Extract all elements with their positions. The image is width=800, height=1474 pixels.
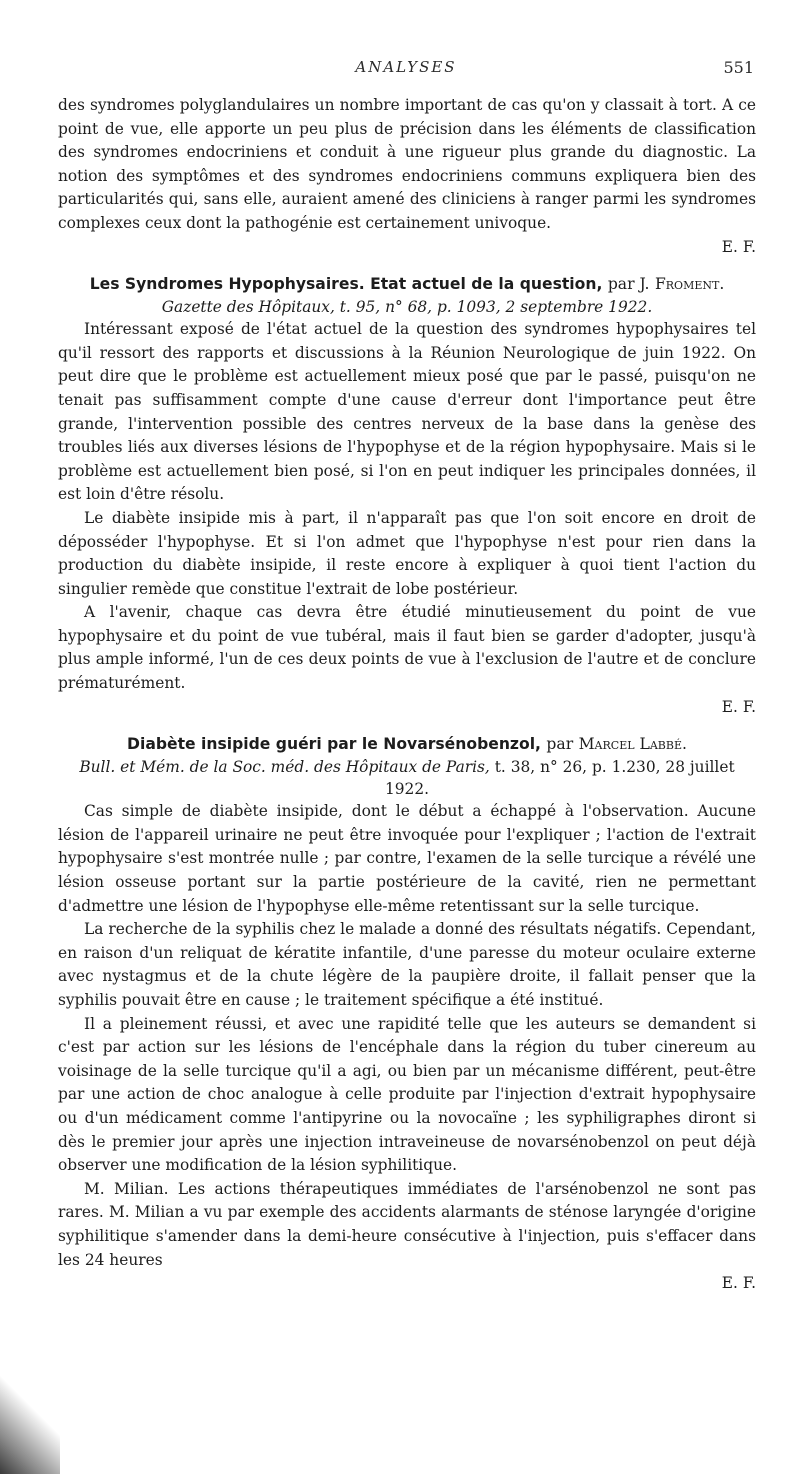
review-signature: E. F. xyxy=(721,1274,756,1293)
review-heading xyxy=(58,273,756,296)
page-edge-shadow xyxy=(0,1314,60,1474)
section-title: ANALYSES xyxy=(355,58,457,76)
review-source: Gazette des Hôpitaux, t. 95, n° 68, p. 1093, 2 septembre 1922. xyxy=(161,298,653,317)
carry-over-paragraph: des syndromes polyglandulaires un nombre important de cas qu'on y classait à tort. A ce point de vue, elle apporte un peu plus de précision dans les éléments de classification des syndromes endocriniens et conduit à une rigueur plus grande du diagnostic. La notion des symptômes et des syndromes endocriniens communs expliquera bien des particularités qui, sans elle, auraient amené des cliniciens à ranger parmi les syndromes complexes ceux dont la pathogénie est certainement univoque. xyxy=(58,96,756,232)
review-paragraph: Intéressant exposé de l'état actuel de la question des syndromes hypophysaires tel qu'il ressort des rapports et discussions à la Réunion Neurologique de juin 1922. On peut dire que le problème est actuellement mieux posé que par le passé, puisqu'on ne tenait pas suffisamment compte d'une cause d'erreur dont l'importance peut être grande, l'intervention possible des centres nerveux de la base dans la genèse des troubles liés aux diverses lésions de l'hypophyse et de la région hypophysaire. Mais si le problème est actuellement bien posé, si l'on en peut indiquer les principales données, il est loin d'être résolu. xyxy=(58,320,756,504)
review-title: Diabète insipide guéri par le Novarsénobenzol, xyxy=(127,735,541,754)
review-hypophysaires xyxy=(58,273,756,719)
carry-over-signature: E. F. xyxy=(721,237,756,256)
review-paragraph: Le diabète insipide mis à part, il n'apparaît pas que l'on soit encore en droit de déposséder l'hypophyse. Et si l'on admet que l'hypophyse n'est pour rien dans la production du diabète insipide, il reste encore à expliquer à quoi tient l'action du singulier remède que constitue l'extrait de lobe postérieur. xyxy=(58,508,756,598)
page-body xyxy=(58,94,756,1296)
review-paragraph: Il a pleinement réussi, et avec une rapidité telle que les auteurs se demandent si c'est par action sur les lésions de l'encéphale dans la région du tuber cinereum au voisinage de la selle turcique qu'il a agi, ou bien par un mécanisme différent, peut-être par une action de choc analogue à celle produite par l'injection d'extrait hypophysaire ou d'un médicament comme l'antipyrine ou la novocaïne ; les syphiligraphes diront si dès le premier jour après une injection intraveineuse de novarsénobenzol on peut déjà observer une modification de la lésion syphilitique. xyxy=(58,1014,756,1175)
review-by: par J. xyxy=(607,275,650,294)
review-paragraph: M. Milian. Les actions thérapeutiques immédiates de l'arsénobenzol ne sont pas rares. M. Milian a vu par exemple des accidents alarmants de sténose laryngée d'origine syphilitique s'amender dans la demi-heure consécutive à l'injection, puis s'effacer dans les 24 heures xyxy=(58,1179,756,1269)
review-author: Marcel Labbé. xyxy=(578,735,687,754)
running-head xyxy=(58,58,754,82)
review-source xyxy=(58,756,756,800)
review-diabete-insipide xyxy=(58,733,756,1295)
review-source-journal: Bull. et Mém. de la Soc. méd. des Hôpitaux de Paris, xyxy=(79,758,490,777)
review-source-details: t. 38, n° 26, p. 1.230, 28 juillet 1922. xyxy=(384,758,735,799)
review-by: par xyxy=(546,735,574,754)
review-signature: E. F. xyxy=(721,697,756,716)
review-title: Les Syndromes Hypophysaires. Etat actuel de la question, xyxy=(89,275,603,294)
review-author: Froment. xyxy=(654,275,725,294)
page-number: 551 xyxy=(723,58,754,77)
review-heading xyxy=(58,733,756,756)
review-paragraph: La recherche de la syphilis chez le malade a donné des résultats négatifs. Cependant, en raison d'un reliquat de kératite infantile, d'une paresse du moteur oculaire externe avec nystagmus et de la chute légère de la paupière droite, il fallait penser que la syphilis pouvait être en cause ; le traitement spécifique a été institué. xyxy=(58,920,756,1009)
review-paragraph: Cas simple de diabète insipide, dont le début a échappé à l'observation. Aucune lésion de l'appareil urinaire ne peut être invoquée pour l'expliquer ; l'action de l'extrait hypophysaire s'est montrée nulle ; par contre, l'examen de la selle turcique a révélé une lésion osseuse portant sur la partie postérieure de la cavité, rien ne permettant d'admettre une lésion de l'hypophyse elle-même retentissant sur la selle turcique. xyxy=(58,802,756,915)
review-paragraph: A l'avenir, chaque cas devra être étudié minutieusement du point de vue hypophysaire et du point de vue tubéral, mais il faut bien se garder d'adopter, jusqu'à plus ample informé, l'un de ces deux points de vue à l'exclusion de l'autre et de conclure prématurément. xyxy=(58,603,756,693)
